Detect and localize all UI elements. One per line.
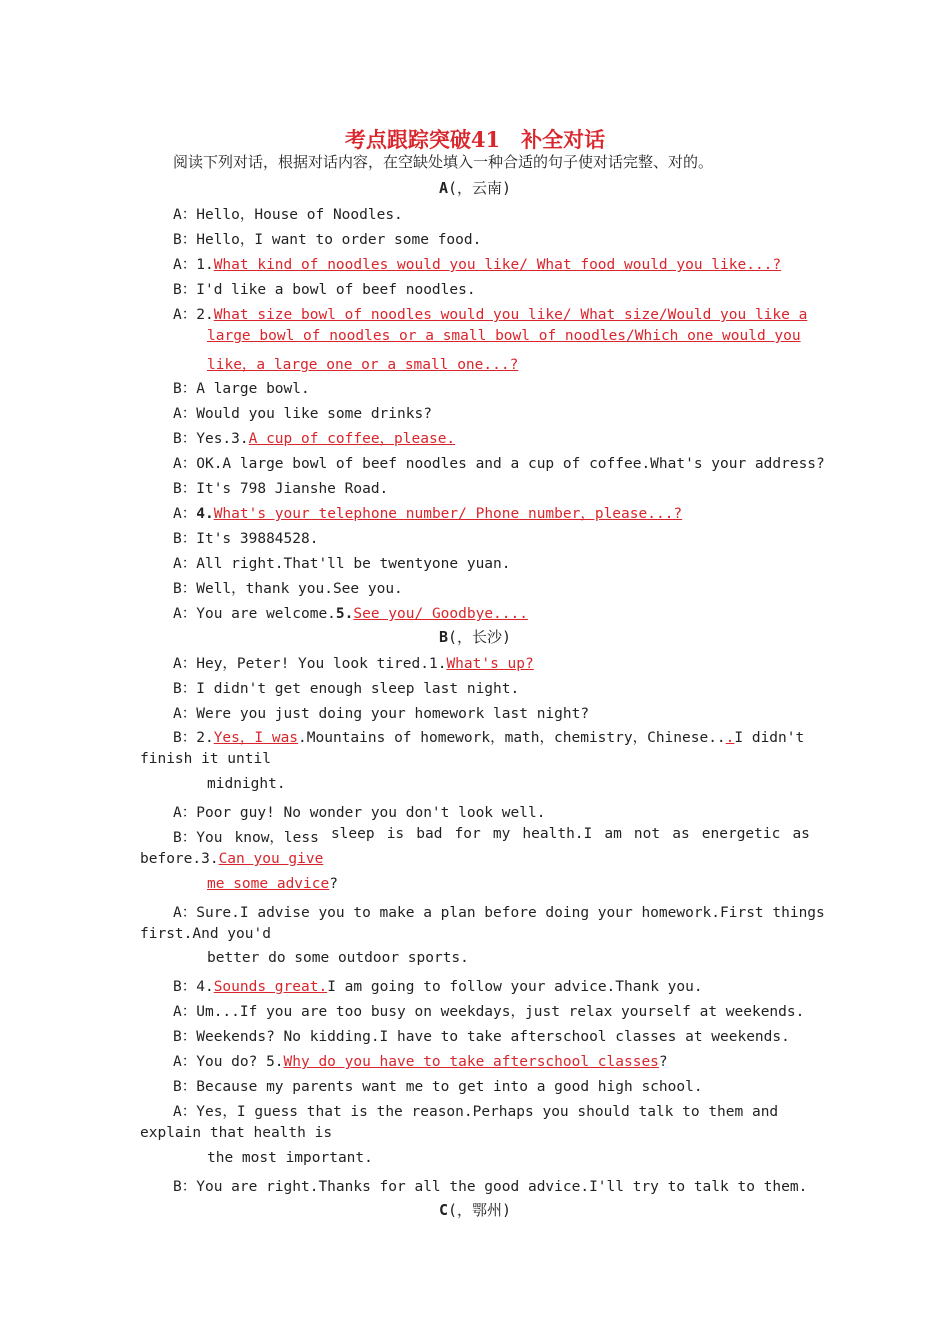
dialog-line xyxy=(173,826,810,847)
dialog-line xyxy=(173,652,534,673)
dialog-line xyxy=(173,1050,668,1071)
answer-text: Yes，I was xyxy=(213,730,299,746)
answer-text: What's your telephone number/ Phone number，please...? xyxy=(213,506,683,522)
answer-text: . xyxy=(725,730,735,746)
line-text: .Mountains of homework，math，chemistry，Chinese.. xyxy=(298,730,726,746)
dialog-line: A：Hello，House of Noodles. xyxy=(173,207,403,223)
dialog-line-continuation: finish it until xyxy=(140,751,271,767)
dialog-line: B：It's 798 Jianshe Road. xyxy=(173,481,389,497)
dialog-line xyxy=(173,303,807,324)
dialog-line-indent: the most important. xyxy=(207,1150,373,1166)
section-label: (，鄂州) xyxy=(447,1201,512,1219)
section-b-heading xyxy=(0,626,950,647)
line-text: I am going to follow your advice.Thank you. xyxy=(327,979,703,995)
dialog-line: B：You are right.Thanks for all the good advice.I'll try to talk to them. xyxy=(173,1179,808,1195)
word: is xyxy=(386,826,405,842)
word: sleep xyxy=(330,826,375,842)
dialog-line: B：I'd like a bowl of beef noodles. xyxy=(173,282,476,298)
dialog-line-continuation xyxy=(140,851,323,867)
line-prefix: A： xyxy=(173,506,197,522)
word: as xyxy=(792,826,810,842)
answer-text: large bowl of noodles or a small bowl of noodles/Which one would you xyxy=(207,328,801,344)
dialog-line xyxy=(173,253,781,274)
answer-text: What size bowl of noodles would you like/ What size/Would you like a xyxy=(213,307,808,323)
dialog-line: A：Would you like some drinks? xyxy=(173,406,432,422)
section-letter: B xyxy=(438,628,448,646)
word: as xyxy=(672,826,690,842)
dialog-line: B：It's 39884528. xyxy=(173,531,319,547)
line-prefix: A：You are welcome. xyxy=(173,606,336,622)
word: my xyxy=(492,826,511,842)
word: health.I xyxy=(522,826,593,842)
section-letter: C xyxy=(438,1201,448,1219)
question-number: 5. xyxy=(335,606,354,622)
word: for xyxy=(454,826,481,842)
dialog-line: B：Well，thank you.See you. xyxy=(173,581,403,597)
dialog-line: A：Um...If you are too busy on weekdays，just relax yourself at weekends. xyxy=(173,1004,805,1020)
section-c-heading xyxy=(0,1199,950,1220)
answer-text: See you/ Goodbye.... xyxy=(353,606,528,622)
word: know，less xyxy=(234,830,319,846)
answer-text: A cup of coffee，please. xyxy=(248,431,456,447)
answer-text: like，a large one or a small one...? xyxy=(207,357,519,373)
word: energetic xyxy=(701,826,781,842)
section-letter: A xyxy=(438,179,448,197)
dialog-line: A：OK.A large bowl of beef noodles and a cup of coffee.What's your address? xyxy=(173,456,825,472)
dialog-line: A：Yes，I guess that is the reason.Perhaps you should talk to them and xyxy=(173,1104,779,1120)
dialog-line: B：Hello，I want to order some food. xyxy=(173,232,482,248)
dialog-line: A：Poor guy! No wonder you don't look well. xyxy=(173,805,546,821)
dialog-line: A：Sure.I advise you to make a plan before doing your homework.First things xyxy=(173,905,825,921)
section-a-heading xyxy=(0,177,950,198)
dialog-line-indent xyxy=(207,328,801,344)
word: B：You xyxy=(173,830,223,846)
dialog-line: B：A large bowl. xyxy=(173,381,310,397)
dialog-line-continuation: first.And you'd xyxy=(140,926,271,942)
dialog-line: B：Because my parents want me to get into a good high school. xyxy=(173,1079,703,1095)
dialog-line-indent: midnight. xyxy=(207,776,286,792)
dialog-line-continuation: explain that health is xyxy=(140,1125,333,1141)
section-label: (，云南) xyxy=(447,179,512,197)
line-prefix: B：4. xyxy=(173,979,214,995)
dialog-line xyxy=(173,726,804,747)
section-label: (，长沙) xyxy=(447,628,512,646)
dialog-line-indent: better do some outdoor sports. xyxy=(207,950,469,966)
line-text: ? xyxy=(329,876,338,892)
dialog-line-indent xyxy=(207,876,338,892)
line-prefix: A：1. xyxy=(173,257,214,273)
line-prefix: A：You do? 5. xyxy=(173,1054,284,1070)
line-prefix: A：2. xyxy=(173,307,214,323)
line-text: ? xyxy=(658,1054,668,1070)
line-prefix: A：Hey，Peter! You look tired.1. xyxy=(173,656,447,672)
dialog-line-indent xyxy=(207,353,518,374)
dialog-line: B：I didn't get enough sleep last night. xyxy=(173,681,520,697)
answer-text: What's up? xyxy=(446,656,534,672)
line-prefix: B：2. xyxy=(173,730,214,746)
answer-text: Why do you have to take afterschool classes xyxy=(283,1054,659,1070)
word: not xyxy=(633,826,661,842)
instruction-text: 阅读下列对话，根据对话内容，在空缺处填入一种合适的句子使对话完整、对的。 xyxy=(173,153,714,171)
dialog-line xyxy=(173,975,703,996)
answer-text: What kind of noodles would you like/ What food would you like...? xyxy=(213,257,782,273)
answer-text: me some advice xyxy=(207,876,330,892)
page-title: 考点跟踪突破41 补全对话 xyxy=(344,127,606,152)
word: bad xyxy=(416,826,443,842)
line-prefix: B：Yes.3. xyxy=(173,431,249,447)
dialog-line xyxy=(173,427,455,448)
question-number: 4. xyxy=(196,506,214,522)
word: am xyxy=(604,826,622,842)
line-prefix: before.3. xyxy=(140,851,219,867)
answer-text: Sounds great. xyxy=(213,979,328,995)
dialog-line: A：Were you just doing your homework last night? xyxy=(173,706,590,722)
dialog-line: A：All right.That'll be twentyone yuan. xyxy=(173,556,511,572)
answer-text: Can you give xyxy=(218,851,324,867)
dialog-line xyxy=(173,502,682,523)
dialog-line: B：Weekends? No kidding.I have to take afterschool classes at weekends. xyxy=(173,1029,790,1045)
line-text: I didn't xyxy=(734,730,805,746)
dialog-line xyxy=(173,602,528,623)
